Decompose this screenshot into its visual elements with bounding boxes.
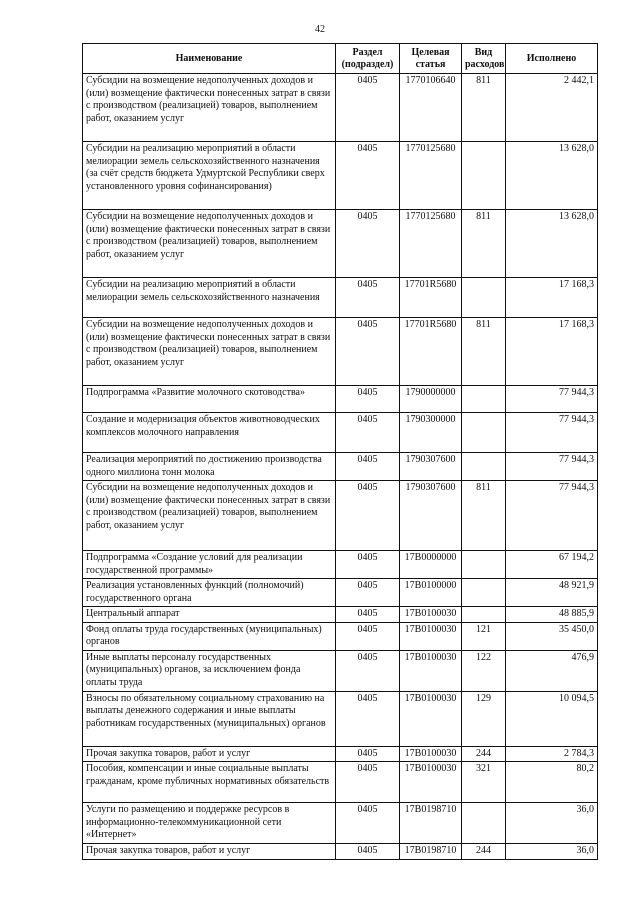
cell-section: 0405: [336, 551, 400, 579]
cell-article: 17В0100030: [400, 691, 462, 746]
cell-expense-type: 244: [462, 746, 506, 762]
cell-executed: 36,0: [506, 844, 598, 860]
cell-article: 17701R5680: [400, 318, 462, 386]
cell-section: 0405: [336, 142, 400, 210]
cell-expense-type: 811: [462, 210, 506, 278]
cell-section: 0405: [336, 622, 400, 650]
cell-expense-type: 811: [462, 318, 506, 386]
cell-executed: 2 442,1: [506, 74, 598, 142]
cell-expense-type: 811: [462, 74, 506, 142]
cell-article: 1790307600: [400, 481, 462, 551]
cell-expense-type: [462, 413, 506, 453]
table-row: [83, 650, 598, 691]
cell-executed: 80,2: [506, 762, 598, 803]
cell-section: 0405: [336, 413, 400, 453]
cell-expense-type: 122: [462, 650, 506, 691]
cell-executed: 17 168,3: [506, 278, 598, 318]
cell-name: Подпрограмма «Создание условий для реализации государственной программы»: [83, 551, 336, 579]
cell-section: 0405: [336, 746, 400, 762]
cell-article: 1790000000: [400, 386, 462, 413]
cell-name: Реализация установленных функций (полномочий) государственного органа: [83, 579, 336, 607]
cell-section: 0405: [336, 844, 400, 860]
cell-executed: 476,9: [506, 650, 598, 691]
table-row: [83, 413, 598, 453]
table-row: [83, 142, 598, 210]
cell-section: 0405: [336, 481, 400, 551]
cell-executed: 35 450,0: [506, 622, 598, 650]
cell-section: 0405: [336, 650, 400, 691]
cell-name: Услуги по размещению и поддержке ресурсов в информационно-телекоммуникационной сети «Интернет»: [83, 803, 336, 844]
table-row: [83, 453, 598, 481]
table-row: [83, 74, 598, 142]
cell-name: Реализация мероприятий по достижению производства одного миллиона тонн молока: [83, 453, 336, 481]
cell-executed: 77 944,3: [506, 413, 598, 453]
table-row: [83, 481, 598, 551]
cell-expense-type: [462, 386, 506, 413]
header-name: Наименование: [83, 44, 336, 74]
cell-section: 0405: [336, 210, 400, 278]
table-row: [83, 278, 598, 318]
cell-expense-type: 121: [462, 622, 506, 650]
budget-table: [82, 43, 598, 860]
cell-article: 17В0100030: [400, 650, 462, 691]
cell-name: Субсидии на возмещение недополученных доходов и (или) возмещение фактически понесенных затрат в связи с производством (реализацией) товаров, выполнением работ, оказанием услуг: [83, 481, 336, 551]
cell-executed: 13 628,0: [506, 210, 598, 278]
cell-expense-type: 811: [462, 481, 506, 551]
cell-name: Центральный аппарат: [83, 607, 336, 623]
cell-expense-type: 244: [462, 844, 506, 860]
table-row: [83, 551, 598, 579]
cell-name: Пособия, компенсации и иные социальные выплаты гражданам, кроме публичных нормативных обязательств: [83, 762, 336, 803]
cell-article: 17В0100030: [400, 607, 462, 623]
cell-executed: 36,0: [506, 803, 598, 844]
table-row: [83, 746, 598, 762]
table-row: [83, 622, 598, 650]
cell-name: Субсидии на возмещение недополученных доходов и (или) возмещение фактически понесенных затрат в связи с производством (реализацией) товаров, выполнением работ, оказанием услуг: [83, 318, 336, 386]
cell-article: 1790307600: [400, 453, 462, 481]
cell-section: 0405: [336, 579, 400, 607]
cell-article: 1770125680: [400, 142, 462, 210]
cell-section: 0405: [336, 386, 400, 413]
cell-name: Прочая закупка товаров, работ и услуг: [83, 844, 336, 860]
cell-article: 17701R5680: [400, 278, 462, 318]
cell-expense-type: [462, 278, 506, 318]
cell-section: 0405: [336, 607, 400, 623]
cell-section: 0405: [336, 691, 400, 746]
cell-executed: 77 944,3: [506, 481, 598, 551]
cell-article: 17В0100030: [400, 762, 462, 803]
cell-expense-type: [462, 607, 506, 623]
cell-expense-type: [462, 551, 506, 579]
cell-executed: 13 628,0: [506, 142, 598, 210]
table-row: [83, 803, 598, 844]
cell-name: Подпрограмма «Развитие молочного скотоводства»: [83, 386, 336, 413]
cell-executed: 67 194,2: [506, 551, 598, 579]
cell-name: Субсидии на возмещение недополученных доходов и (или) возмещение фактически понесенных затрат в связи с производством (реализацией) товаров, выполнением работ, оказанием услуг: [83, 74, 336, 142]
cell-article: 17В0100030: [400, 622, 462, 650]
page-number: 42: [315, 24, 325, 35]
cell-expense-type: [462, 142, 506, 210]
cell-article: 17В0100000: [400, 579, 462, 607]
cell-executed: 10 094,5: [506, 691, 598, 746]
table-row: [83, 691, 598, 746]
header-expense-type: Вид расходов: [462, 44, 506, 74]
cell-expense-type: 129: [462, 691, 506, 746]
table-row: [83, 210, 598, 278]
cell-name: Субсидии на реализацию мероприятий в области мелиорации земель сельскохозяйственного назначения: [83, 278, 336, 318]
cell-section: 0405: [336, 74, 400, 142]
cell-section: 0405: [336, 318, 400, 386]
cell-article: 17В0198710: [400, 844, 462, 860]
cell-executed: 17 168,3: [506, 318, 598, 386]
table-row: [83, 386, 598, 413]
cell-expense-type: 321: [462, 762, 506, 803]
cell-article: 17В0100030: [400, 746, 462, 762]
cell-section: 0405: [336, 453, 400, 481]
table-row: [83, 579, 598, 607]
header-section: Раздел (подраздел): [336, 44, 400, 74]
cell-executed: 77 944,3: [506, 386, 598, 413]
cell-executed: 77 944,3: [506, 453, 598, 481]
table-row: [83, 762, 598, 803]
cell-name: Создание и модернизация объектов животноводческих комплексов молочного направления: [83, 413, 336, 453]
cell-section: 0405: [336, 762, 400, 803]
table-row: [83, 607, 598, 623]
table-header-row: [83, 44, 598, 74]
cell-executed: 48 885,9: [506, 607, 598, 623]
cell-article: 1770106640: [400, 74, 462, 142]
cell-name: Субсидии на возмещение недополученных доходов и (или) возмещение фактически понесенных затрат в связи с производством (реализацией) товаров, выполнением работ, оказанием услуг: [83, 210, 336, 278]
cell-name: Фонд оплаты труда государственных (муниципальных) органов: [83, 622, 336, 650]
cell-executed: 2 784,3: [506, 746, 598, 762]
cell-name: Взносы по обязательному социальному страхованию на выплаты денежного содержания и иные выплаты работникам государственных (муниципальных) органов: [83, 691, 336, 746]
cell-expense-type: [462, 579, 506, 607]
cell-name: Прочая закупка товаров, работ и услуг: [83, 746, 336, 762]
cell-expense-type: [462, 803, 506, 844]
cell-executed: 48 921,9: [506, 579, 598, 607]
cell-name: Субсидии на реализацию мероприятий в области мелиорации земель сельскохозяйственного назначения (за счёт средств бюджета Удмуртской Республики сверх установленного уровня софинансирования): [83, 142, 336, 210]
cell-section: 0405: [336, 278, 400, 318]
header-article: Целевая статья: [400, 44, 462, 74]
cell-article: 1770125680: [400, 210, 462, 278]
cell-name: Иные выплаты персоналу государственных (муниципальных) органов, за исключением фонда оплаты труда: [83, 650, 336, 691]
cell-article: 1790300000: [400, 413, 462, 453]
table-row: [83, 844, 598, 860]
table-row: [83, 318, 598, 386]
cell-article: 17В0000000: [400, 551, 462, 579]
cell-article: 17В0198710: [400, 803, 462, 844]
cell-expense-type: [462, 453, 506, 481]
header-executed: Исполнено: [506, 44, 598, 74]
cell-section: 0405: [336, 803, 400, 844]
